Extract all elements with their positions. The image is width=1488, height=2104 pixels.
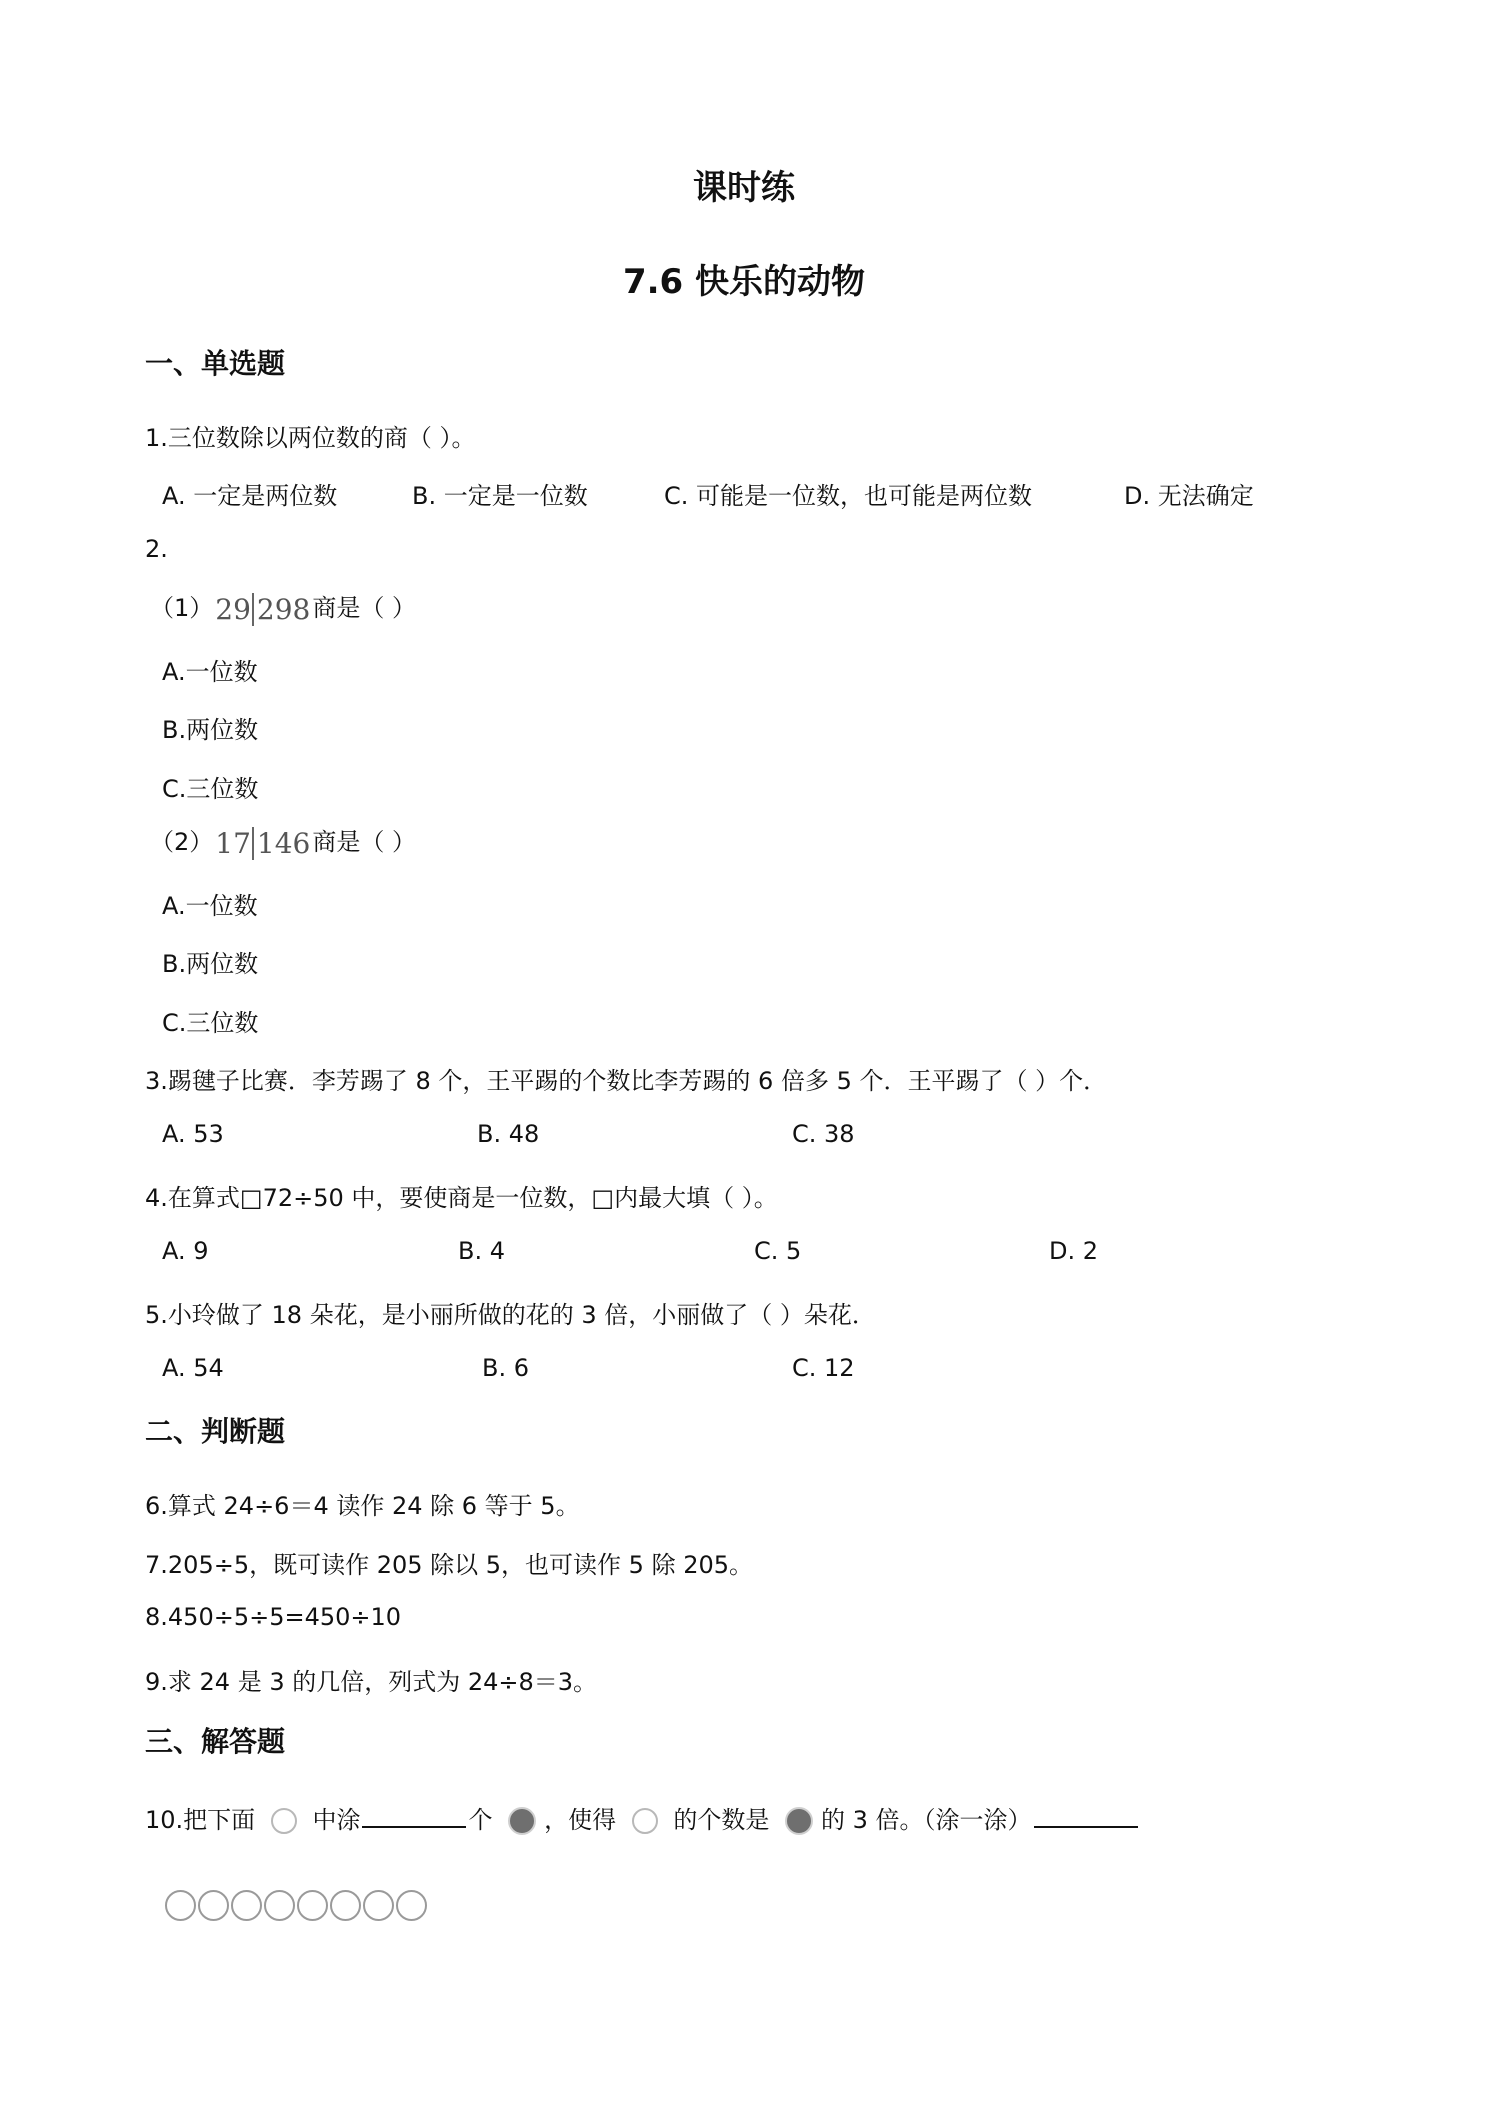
part-2-prefix: （2） <box>150 828 214 856</box>
answer-blank-drawing[interactable] <box>1034 1804 1138 1828</box>
question-4-option-c[interactable]: C. 5 <box>754 1237 802 1265</box>
question-1-option-b[interactable]: B. 一定是一位数 <box>412 482 588 510</box>
page-title: 课时练 <box>693 168 795 208</box>
q10-text-3: 个 <box>468 1806 493 1834</box>
divisor: 17 <box>215 826 251 860</box>
question-2-part-1 <box>150 588 416 626</box>
dividend: 146 <box>252 827 310 860</box>
colorable-circle[interactable] <box>264 1890 295 1921</box>
question-5-option-a[interactable]: A. 54 <box>162 1354 224 1382</box>
question-2-part-1-option-a[interactable]: A.一位数 <box>162 658 258 686</box>
question-3-option-b[interactable]: B. 48 <box>477 1120 540 1148</box>
question-4-stem: 4.在算式□72÷50 中，要使商是一位数，□内最大填（ ）。 <box>145 1184 778 1212</box>
question-2-part-2-option-c[interactable]: C.三位数 <box>162 1009 259 1037</box>
question-1-option-c[interactable]: C. 可能是一位数，也可能是两位数 <box>664 482 1033 510</box>
question-2-part-2 <box>150 822 416 860</box>
q10-text-4: ，使得 <box>544 1806 617 1834</box>
answer-blank-count[interactable] <box>362 1804 466 1828</box>
section-heading-single-choice: 一、单选题 <box>145 347 286 380</box>
q10-text-5: 的个数是 <box>673 1806 770 1834</box>
question-3-option-a[interactable]: A. 53 <box>162 1120 224 1148</box>
question-5-option-c[interactable]: C. 12 <box>792 1354 855 1382</box>
question-10-stem <box>145 1800 1140 1835</box>
divisor: 29 <box>215 592 251 626</box>
colorable-circle[interactable] <box>165 1890 196 1921</box>
question-3-option-c[interactable]: C. 38 <box>792 1120 855 1148</box>
colorable-circle[interactable] <box>396 1890 427 1921</box>
q10-text-2: 中涂 <box>312 1806 361 1834</box>
part-1-suffix: 商是（ ） <box>312 594 417 622</box>
empty-circle-icon <box>632 1808 658 1834</box>
dividend: 298 <box>252 593 310 626</box>
question-2-part-2-option-a[interactable]: A.一位数 <box>162 892 258 920</box>
question-4-option-d[interactable]: D. 2 <box>1049 1237 1099 1265</box>
question-3-stem: 3.踢毽子比赛．李芳踢了 8 个，王平踢的个数比李芳踢的 6 倍多 5 个．王平踢了（ ）个． <box>145 1067 1108 1095</box>
question-9: 9.求 24 是 3 的几倍，列式为 24÷8＝3。 <box>145 1668 598 1696</box>
part-1-prefix: （1） <box>150 594 214 622</box>
q10-text-1: 10.把下面 <box>145 1806 256 1834</box>
question-1-option-d[interactable]: D. 无法确定 <box>1124 482 1254 510</box>
question-2-part-1-option-b[interactable]: B.两位数 <box>162 716 259 744</box>
colorable-circle[interactable] <box>231 1890 262 1921</box>
section-heading-true-false: 二、判断题 <box>145 1415 286 1448</box>
question-8: 8.450÷5÷5=450÷10 <box>145 1603 402 1631</box>
question-4-option-a[interactable]: A. 9 <box>162 1237 209 1265</box>
question-5-stem: 5.小玲做了 18 朵花，是小丽所做的花的 3 倍，小丽做了（ ）朵花． <box>145 1301 876 1329</box>
circle-row <box>165 1890 427 1921</box>
page-subtitle: 7.6 快乐的动物 <box>622 262 866 302</box>
colorable-circle[interactable] <box>330 1890 361 1921</box>
filled-circle-icon <box>508 1807 536 1835</box>
empty-circle-icon <box>271 1808 297 1834</box>
question-6: 6.算式 24÷6＝4 读作 24 除 6 等于 5。 <box>145 1492 580 1520</box>
q10-text-6: 的 3 倍。（涂一涂） <box>821 1806 1032 1834</box>
filled-circle-icon <box>785 1807 813 1835</box>
colorable-circle[interactable] <box>297 1890 328 1921</box>
colorable-circle[interactable] <box>363 1890 394 1921</box>
question-2-part-2-option-b[interactable]: B.两位数 <box>162 950 259 978</box>
section-heading-answer: 三、解答题 <box>145 1725 286 1758</box>
long-division-symbol-2 <box>215 827 310 860</box>
question-2-part-1-option-c[interactable]: C.三位数 <box>162 775 259 803</box>
question-2-stem: 2. <box>145 535 168 563</box>
part-2-suffix: 商是（ ） <box>312 828 417 856</box>
long-division-symbol-1 <box>215 593 310 626</box>
question-5-option-b[interactable]: B. 6 <box>482 1354 529 1382</box>
colorable-circle[interactable] <box>198 1890 229 1921</box>
question-7: 7.205÷5，既可读作 205 除以 5，也可读作 5 除 205。 <box>145 1551 754 1579</box>
question-1-stem: 1.三位数除以两位数的商（ ）。 <box>145 424 476 452</box>
question-1-option-a[interactable]: A. 一定是两位数 <box>162 482 338 510</box>
question-4-option-b[interactable]: B. 4 <box>458 1237 505 1265</box>
